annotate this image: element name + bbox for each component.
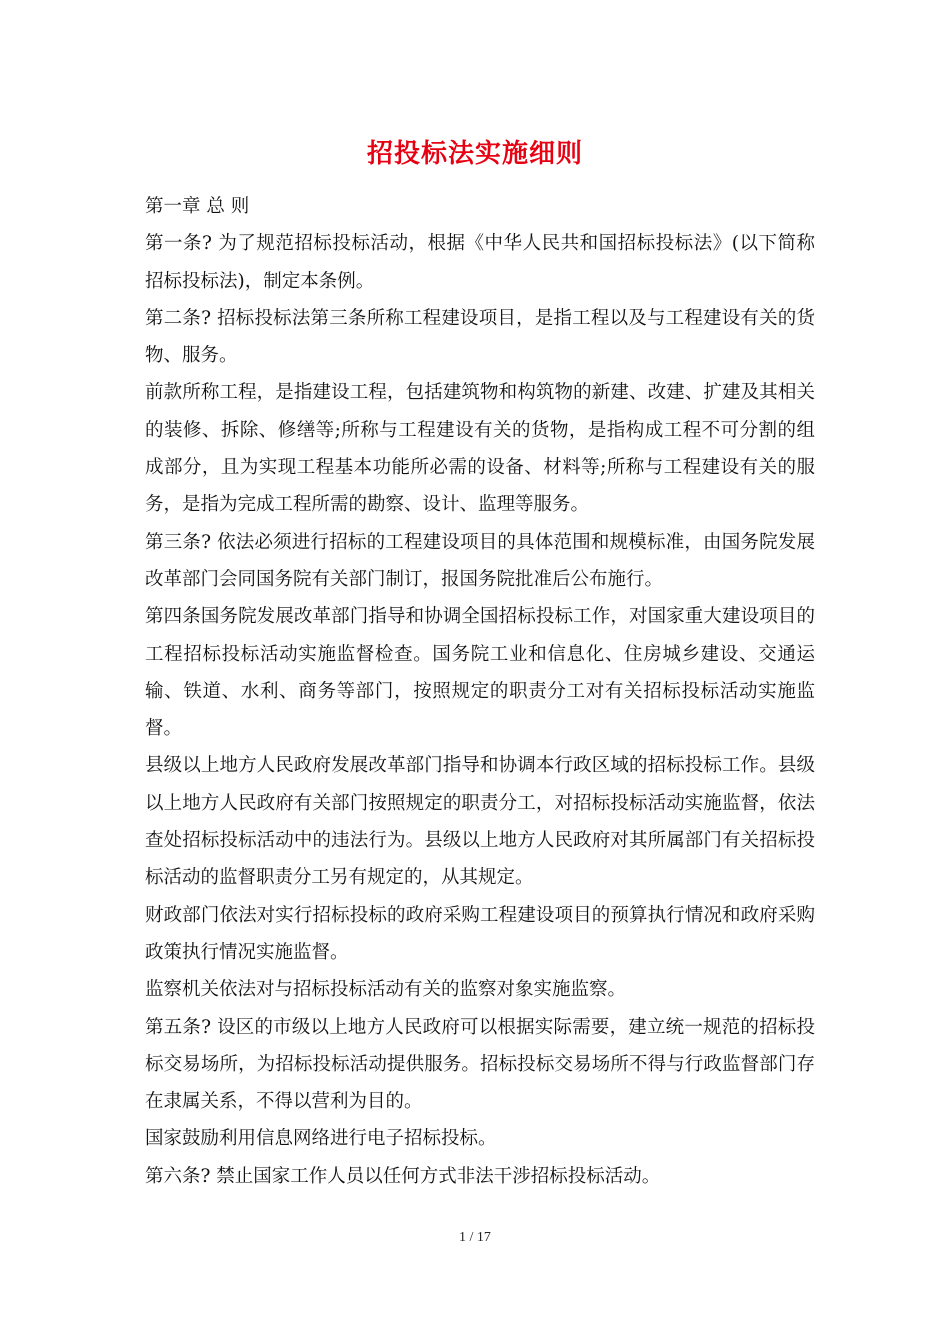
document-title: 招投标法实施细则 [366,139,583,169]
article-2-paragraph-2: 前款所称工程，是指建设工程，包括建筑物和构筑物的新建、改建、扩建及其相关的装修、拆除、修缮等;所称与工程建设有关的货物，是指构成工程不可分割的组成部分，且为实现工程基本功能所必需的设备、材料等;所称与工程建设有关的服务，是指为完成工程所需的勘察、设计、监理等服务。 [145,382,815,516]
article-2: 第二条? 招标投标法第三条所称工程建设项目，是指工程以及与工程建设有关的货物、服务。 [145,307,815,367]
article-3: 第三条? 依法必须进行招标的工程建设项目的具体范围和规模标准，由国务院发展改革部门会同国务院有关部门制订，报国务院批准后公布施行。 [145,531,815,590]
document-body [145,188,815,1195]
page-number: 1 / 17 [459,1230,491,1245]
article-5: 第五条? 设区的市级以上地方人民政府可以根据实际需要，建立统一规范的招标投标交易场所，为招标投标活动提供服务。招标投标交易场所不得与行政监督部门存在隶属关系，不得以营利为目的。 [145,1016,815,1113]
article-6: 第六条? 禁止国家工作人员以任何方式非法干涉招标投标活动。 [145,1165,661,1187]
article-4-paragraph-4: 监察机关依法对与招标投标活动有关的监察对象实施监察。 [145,979,627,1001]
article-1: 第一条? 为了规范招标投标活动，根据《中华人民共和国招标投标法》(以下简称招标投标法)，制定本条例。 [145,233,815,292]
article-5-paragraph-2: 国家鼓励利用信息网络进行电子招标投标。 [145,1128,497,1150]
article-4-paragraph-2: 县级以上地方人民政府发展改革部门指导和协调本行政区域的招标投标工作。县级以上地方人民政府有关部门按照规定的职责分工，对招标投标活动实施监督，依法查处招标投标活动中的违法行为。县级以上地方人民政府对其所属部门有关招标投标活动的监督职责分工另有规定的，从其规定。 [145,755,815,889]
article-4-paragraph-3: 财政部门依法对实行招标投标的政府采购工程建设项目的预算执行情况和政府采购政策执行情况实施监督。 [145,904,815,963]
article-4: 第四条国务院发展改革部门指导和协调全国招标投标工作，对国家重大建设项目的工程招标投标活动实施监督检查。国务院工业和信息化、住房城乡建设、交通运输、铁道、水利、商务等部门，按照规定的职责分工对有关招标投标活动实施监督。 [145,606,815,740]
chapter-heading: 第一章 总 则 [145,196,250,217]
